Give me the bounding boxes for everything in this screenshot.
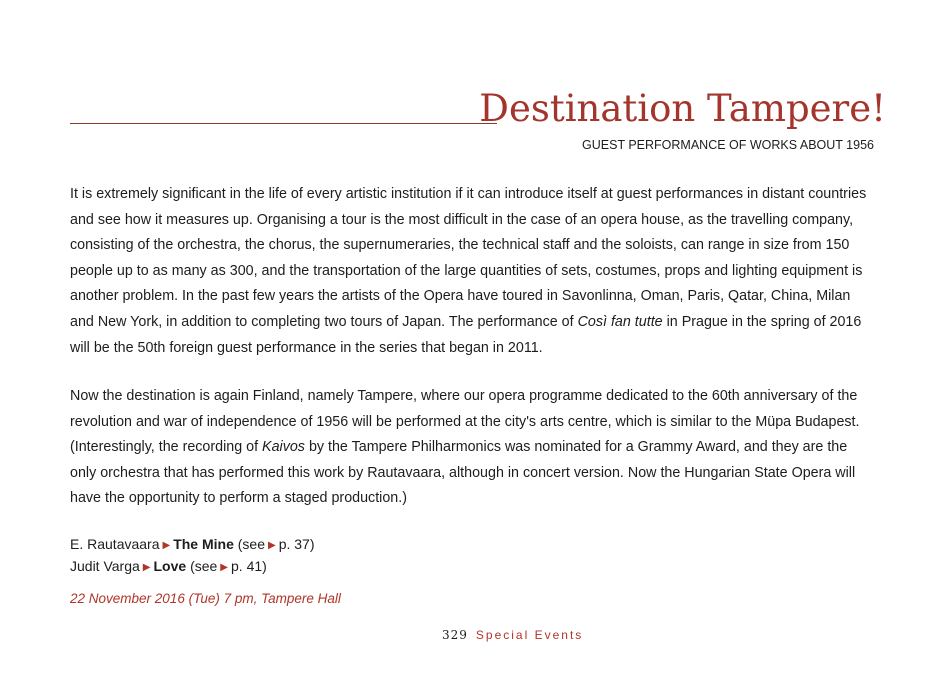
- work-item: [70, 534, 315, 556]
- destination-paragraph: [70, 384, 870, 512]
- work-composer: E. Rautavaara: [70, 536, 160, 552]
- work-item: [70, 556, 315, 578]
- event-datetime: 22 November 2016 (Tue) 7 pm, Tampere Hall: [70, 591, 341, 606]
- page-footer: [442, 627, 583, 643]
- work-title-link[interactable]: Love: [153, 558, 187, 574]
- work-title-link[interactable]: The Mine: [173, 536, 234, 552]
- work-see-label: (see: [237, 536, 265, 552]
- triangle-right-icon: ▶: [162, 540, 171, 551]
- destination-text-start: Now the destination is again Finland, namely Tampere, where our opera programme dedicated to the 60th anniversary of the revolution and war of independence of 1956 will be performed at the city's arts centre, which is similar to the Müpa Budapest. (Interestingly, the recording of: [70, 388, 860, 456]
- opera-title-kaivos: Kaivos: [262, 439, 305, 456]
- destination-text-end: by the Tampere Philharmonics was nominated for a Grammy Award, and they are the only orchestra that has performed this work by Rautavaara, although in concert version. Now the Hungarian State Opera will have the opportunity to perform a staged production.): [70, 439, 856, 507]
- opera-title-cosi: Così fan tutte: [577, 313, 663, 330]
- work-page-ref[interactable]: p. 41): [231, 558, 267, 574]
- triangle-right-icon: ▶: [220, 562, 228, 573]
- work-see-label: (see: [190, 558, 218, 574]
- page-number: 329: [442, 628, 468, 642]
- page-subtitle: GUEST PERFORMANCE OF WORKS ABOUT 1956: [582, 138, 874, 152]
- triangle-right-icon: ▶: [142, 562, 151, 573]
- intro-text-start: It is extremely significant in the life of every artistic institution if it can introduce itself at guest performances in distant countries and see how it measures up. Organising a tour is the most difficult in the case of an opera house, as the travelling company, consisting of the orchestra, the chorus, the supernumeraries, the technical staff and the soloists, can range in size from 150 people up to as many as 300, and the transportation of the large quantities of sets, costumes, props and lighting equipment is another problem. In the past few years the artists of the Opera have toured in Savonlinna, Oman, Paris, Qatar, China, Milan and New York, in addition to completing two tours of Japan. The performance of: [70, 186, 867, 330]
- page-title: Destination Tampere!: [479, 87, 886, 130]
- section-name: Special Events: [475, 628, 584, 642]
- works-list: [70, 534, 315, 578]
- work-composer: Judit Varga: [70, 558, 140, 574]
- work-page-ref[interactable]: p. 37): [278, 536, 315, 552]
- title-rule: [70, 123, 497, 124]
- intro-text-end: in Prague in the spring of 2016 will be the 50th foreign guest performance in the series that began in 2011.: [70, 313, 862, 356]
- intro-paragraph: [70, 182, 870, 361]
- triangle-right-icon: ▶: [268, 540, 276, 551]
